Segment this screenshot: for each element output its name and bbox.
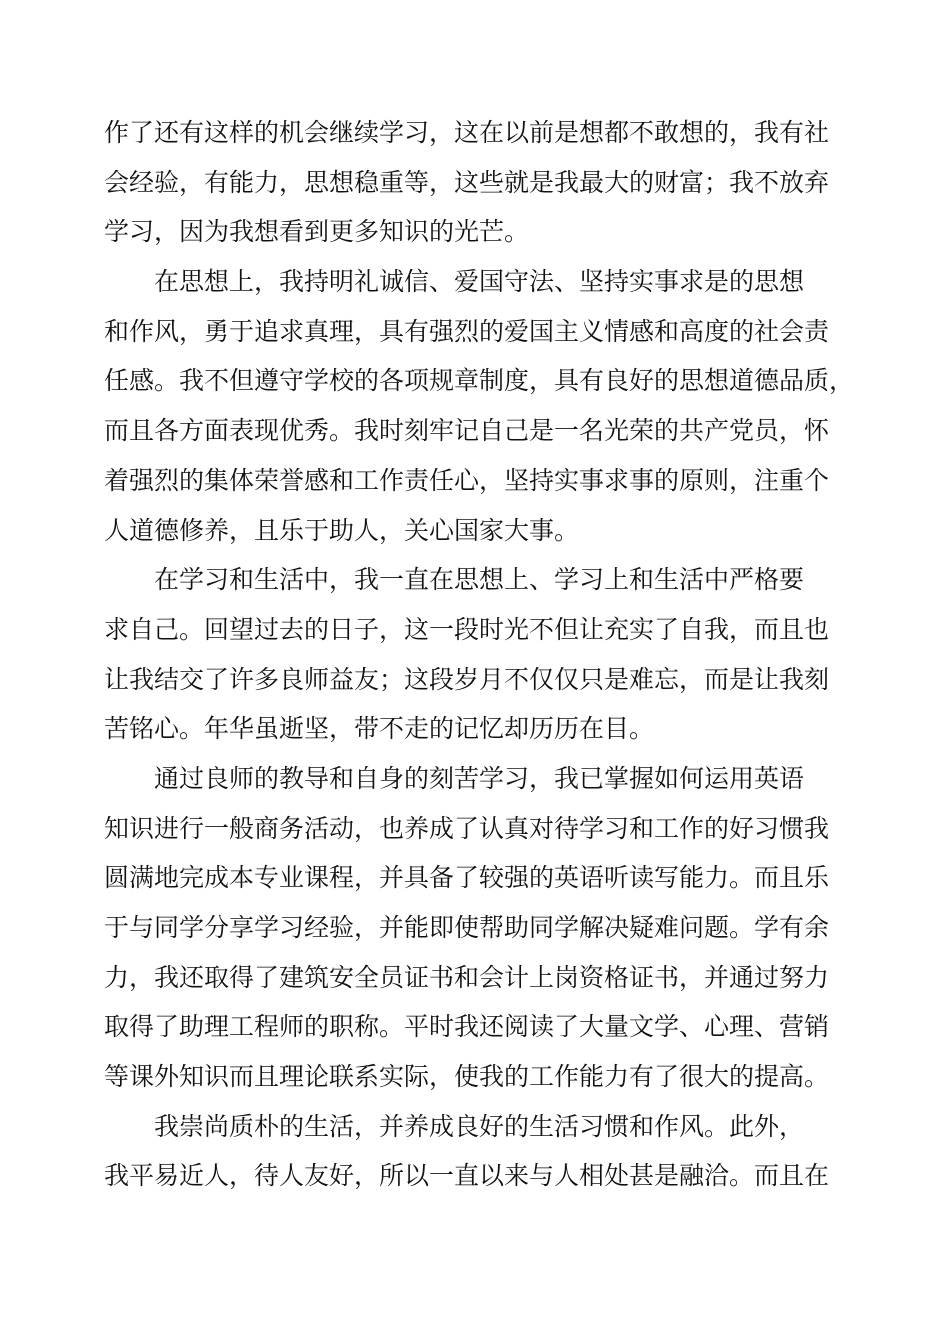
paragraph-2-line-2: 和作风，勇于追求真理，具有强烈的爱国主义情感和高度的社会责 [104, 316, 830, 346]
paragraph-4-line-2: 知识进行一般商务活动，也养成了认真对待学习和工作的好习惯我 [104, 813, 830, 843]
paragraph-5-line-2: 我平易近人，待人友好，所以一直以来与人相处甚是融洽。而且在 [104, 1161, 830, 1191]
paragraph-1-line-2: 会经验，有能力，思想稳重等，这些就是我最大的财富；我不放弃 [104, 167, 830, 197]
paragraph-2-line-1: 在思想上，我持明礼诚信、爱国守法、坚持实事求是的思想 [154, 267, 805, 297]
paragraph-3-line-4: 苦铭心。年华虽逝坚，带不走的记忆却历历在目。 [104, 714, 655, 744]
paragraph-4-line-4: 于与同学分享学习经验，并能即使帮助同学解决疑难问题。学有余 [104, 913, 830, 942]
paragraph-1-line-1: 作了还有这样的机会继续学习，这在以前是想都不敢想的，我有社 [104, 118, 830, 147]
paragraph-4-line-3: 圆满地完成本专业课程，并具备了较强的英语听读写能力。而且乐 [104, 863, 830, 893]
paragraph-1-line-3: 学习，因为我想看到更多知识的光芒。 [104, 217, 530, 247]
paragraph-3-line-1: 在学习和生活中，我一直在思想上、学习上和生活中严格要 [154, 565, 805, 595]
paragraph-2-line-3: 任感。我不但遵守学校的各项规章制度，具有良好的思想道德品质， [104, 366, 855, 396]
paragraph-2-line-4: 而且各方面表现优秀。我时刻牢记自己是一名光荣的共产党员，怀 [104, 416, 830, 446]
document-body [0, 108, 950, 1201]
paragraph-4-line-5: 力，我还取得了建筑安全员证书和会计上岗资格证书，并通过努力 [104, 962, 830, 992]
paragraph-3-line-3: 让我结交了许多良师益友；这段岁月不仅仅只是难忘，而是让我刻 [104, 664, 830, 694]
paragraph-4-line-6: 取得了助理工程师的职称。平时我还阅读了大量文学、心理、营销 [104, 1012, 830, 1042]
paragraph-2-line-6: 人道德修养，且乐于助人，关心国家大事。 [104, 515, 580, 545]
paragraph-3-line-2: 求自己。回望过去的日子，这一段时光不但让充实了自我，而且也 [104, 614, 830, 644]
paragraph-5-line-1: 我崇尚质朴的生活，并养成良好的生活习惯和作风。此外， [154, 1111, 805, 1141]
paragraph-2-line-5: 着强烈的集体荣誉感和工作责任心，坚持实事求事的原则，注重个 [104, 465, 830, 495]
paragraph-4-line-1: 通过良师的教导和自身的刻苦学习，我已掌握如何运用英语 [154, 763, 805, 793]
paragraph-4-line-7: 等课外知识而且理论联系实际，使我的工作能力有了很大的提高。 [104, 1062, 830, 1092]
